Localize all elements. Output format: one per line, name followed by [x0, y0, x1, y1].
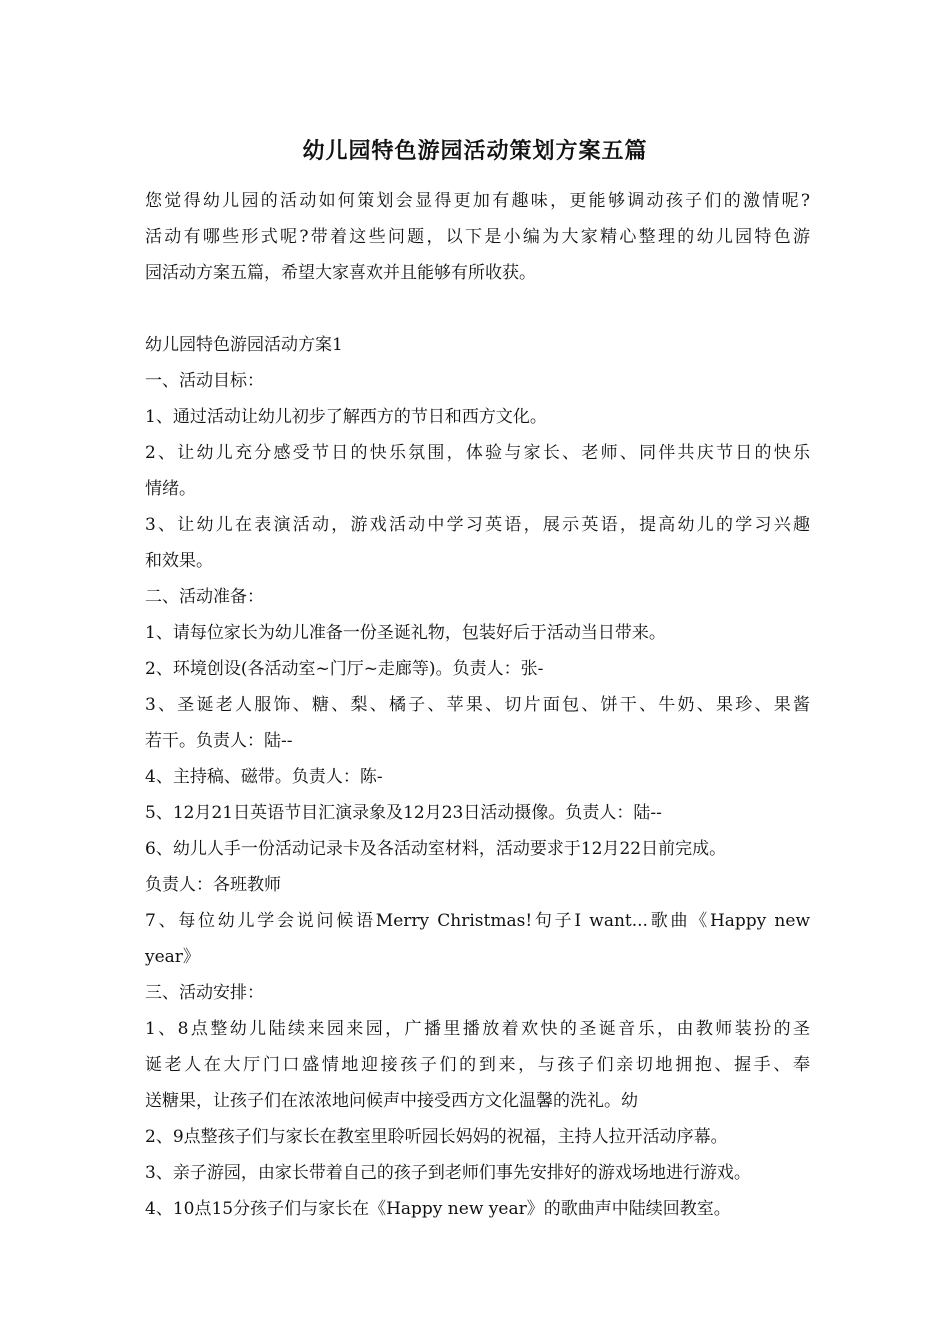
- body-line: 1、通过活动让幼儿初步了解西方的节日和西方文化。: [145, 407, 547, 427]
- intro-line: 园活动方案五篇，希望大家喜欢并且能够有所收获。: [145, 263, 536, 283]
- paragraph-spacer: [145, 291, 810, 327]
- body-line: 4、主持稿、磁带。负责人：陈-: [145, 767, 383, 787]
- section-heading: 三、活动安排：: [145, 983, 264, 1003]
- body-line: 3、圣诞老人服饰、糖、梨、橘子、苹果、切片面包、饼干、牛奶、果珍、果酱: [145, 695, 810, 715]
- section-heading: 二、活动准备：: [145, 587, 264, 607]
- body-line: 5、12月21日英语节目汇演录象及12月23日活动摄像。负责人：陆--: [145, 803, 662, 823]
- body-line: 负责人：各班教师: [145, 875, 281, 895]
- body-line: 2、9点整孩子们与家长在教室里聆听园长妈妈的祝福，主持人拉开活动序幕。: [145, 1127, 728, 1147]
- body-line: 2、环境创设(各活动室~门厅~走廊等)。负责人：张-: [145, 659, 544, 679]
- body-line: 7、每位幼儿学会说问候语Merry Christmas!句子I want...歌曲《Happy new: [145, 911, 810, 931]
- body-line: 情绪。: [145, 479, 196, 499]
- page-title: 幼儿园特色游园活动策划方案五篇: [302, 138, 648, 164]
- body-line: 若干。负责人：陆--: [145, 731, 293, 751]
- section-heading: 幼儿园特色游园活动方案1: [145, 335, 343, 355]
- body-line: 和效果。: [145, 551, 213, 571]
- body-line: 6、幼儿人手一份活动记录卡及各活动室材料，活动要求于12月22日前完成。: [145, 839, 727, 859]
- body-line: 诞老人在大厅门口盛情地迎接孩子们的到来，与孩子们亲切地拥抱、握手、奉: [145, 1055, 810, 1075]
- document-body: [145, 183, 810, 1227]
- body-line: 2、让幼儿充分感受节日的快乐氛围，体验与家长、老师、同伴共庆节日的快乐: [145, 443, 810, 463]
- intro-line: 您觉得幼儿园的活动如何策划会显得更加有趣味，更能够调动孩子们的激情呢?: [145, 191, 810, 211]
- body-line: year》: [145, 947, 200, 967]
- intro-line: 活动有哪些形式呢?带着这些问题，以下是小编为大家精心整理的幼儿园特色游: [145, 227, 810, 247]
- body-line: 3、让幼儿在表演活动，游戏活动中学习英语，展示英语，提高幼儿的学习兴趣: [145, 515, 810, 535]
- body-line: 1、8点整幼儿陆续来园来园，广播里播放着欢快的圣诞音乐，由教师装扮的圣: [145, 1019, 810, 1039]
- body-line: 送糖果，让孩子们在浓浓地问候声中接受西方文化温馨的洗礼。幼: [145, 1091, 638, 1111]
- body-line: 1、请每位家长为幼儿准备一份圣诞礼物，包装好后于活动当日带来。: [145, 623, 666, 643]
- body-line: 4、10点15分孩子们与家长在《Happy new year》的歌曲声中陆续回教室。: [145, 1199, 731, 1219]
- body-line: 3、亲子游园，由家长带着自己的孩子到老师们事先安排好的游戏场地进行游戏。: [145, 1163, 751, 1183]
- section-heading: 一、活动目标：: [145, 371, 264, 391]
